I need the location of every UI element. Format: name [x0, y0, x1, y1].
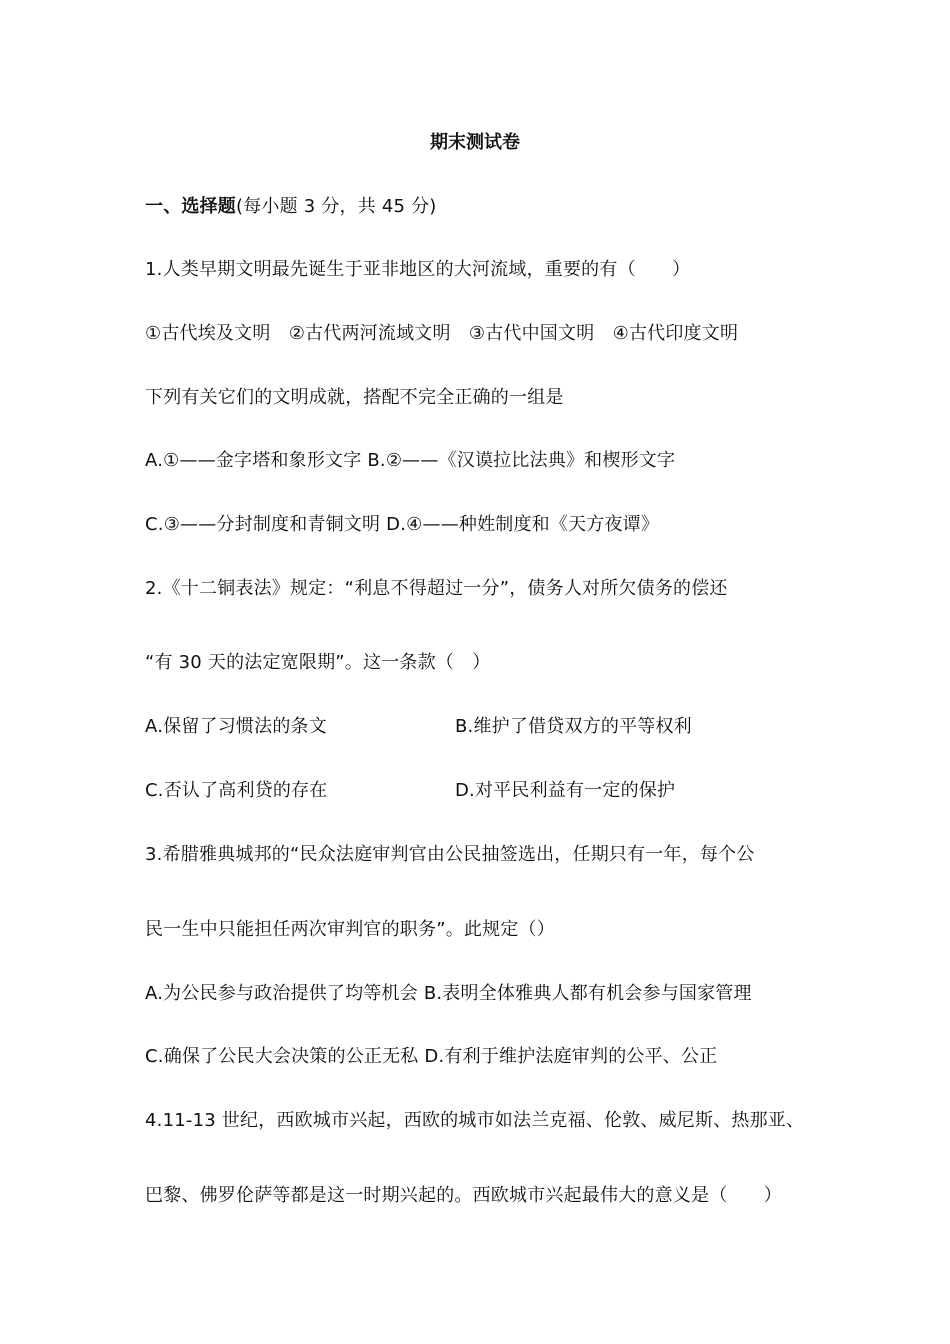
q4-stem-line2: 巴黎、佛罗伦萨等都是这一时期兴起的。西欧城市兴起最伟大的意义是（ ）	[145, 1185, 782, 1206]
q2-option-d: D.对平民利益有一定的保护	[455, 780, 676, 801]
q3-stem-line1: 3.希腊雅典城邦的“民众法庭审判官由公民抽签选出，任期只有一年，每个公	[145, 844, 755, 865]
q2-stem-line2: “有 30 天的法定宽限期”。这一条款（ ）	[145, 652, 491, 673]
q2-option-b: B.维护了借贷双方的平等权利	[455, 716, 692, 737]
section-heading: 一、选择题	[145, 196, 236, 217]
q3-options-ab: A.为公民参与政治提供了均等机会 B.表明全体雅典人都有机会参与国家管理	[145, 983, 752, 1004]
q2-options-row2	[145, 779, 676, 803]
q2-option-c: C.否认了高利贷的存在	[145, 780, 328, 801]
q3-options-cd: C.确保了公民大会决策的公正无私 D.有利于维护法庭审判的公平、公正	[145, 1046, 718, 1067]
section-note: (每小题 3 分，共 45 分)	[236, 196, 437, 217]
q4-stem-line1: 4.11-13 世纪，西欧城市兴起，西欧的城市如法兰克福、伦敦、威尼斯、热那亚、	[145, 1110, 805, 1131]
q2-option-a: A.保留了习惯法的条文	[145, 716, 327, 737]
q1-ask: 下列有关它们的文明成就，搭配不完全正确的一组是	[145, 387, 564, 408]
q1-list: ①古代埃及文明 ②古代两河流域文明 ③古代中国文明 ④古代印度文明	[145, 323, 739, 344]
q1-options-cd: C.③——分封制度和青铜文明 D.④——种姓制度和《天方夜谭》	[145, 514, 660, 535]
page-title: 期末测试卷	[430, 132, 520, 153]
q2-options-row1	[145, 715, 692, 739]
q1-stem: 1.人类早期文明最先诞生于亚非地区的大河流域，重要的有（ ）	[145, 259, 691, 280]
q2-stem-line1: 2.《十二铜表法》规定：“利息不得超过一分”，债务人对所欠债务的偿还	[145, 578, 728, 599]
q3-stem-line2: 民一生中只能担任两次审判官的职务”。此规定（）	[145, 919, 555, 940]
section-heading-line	[145, 195, 437, 219]
q1-options-ab: A.①——金字塔和象形文字 B.②——《汉谟拉比法典》和楔形文字	[145, 450, 676, 471]
